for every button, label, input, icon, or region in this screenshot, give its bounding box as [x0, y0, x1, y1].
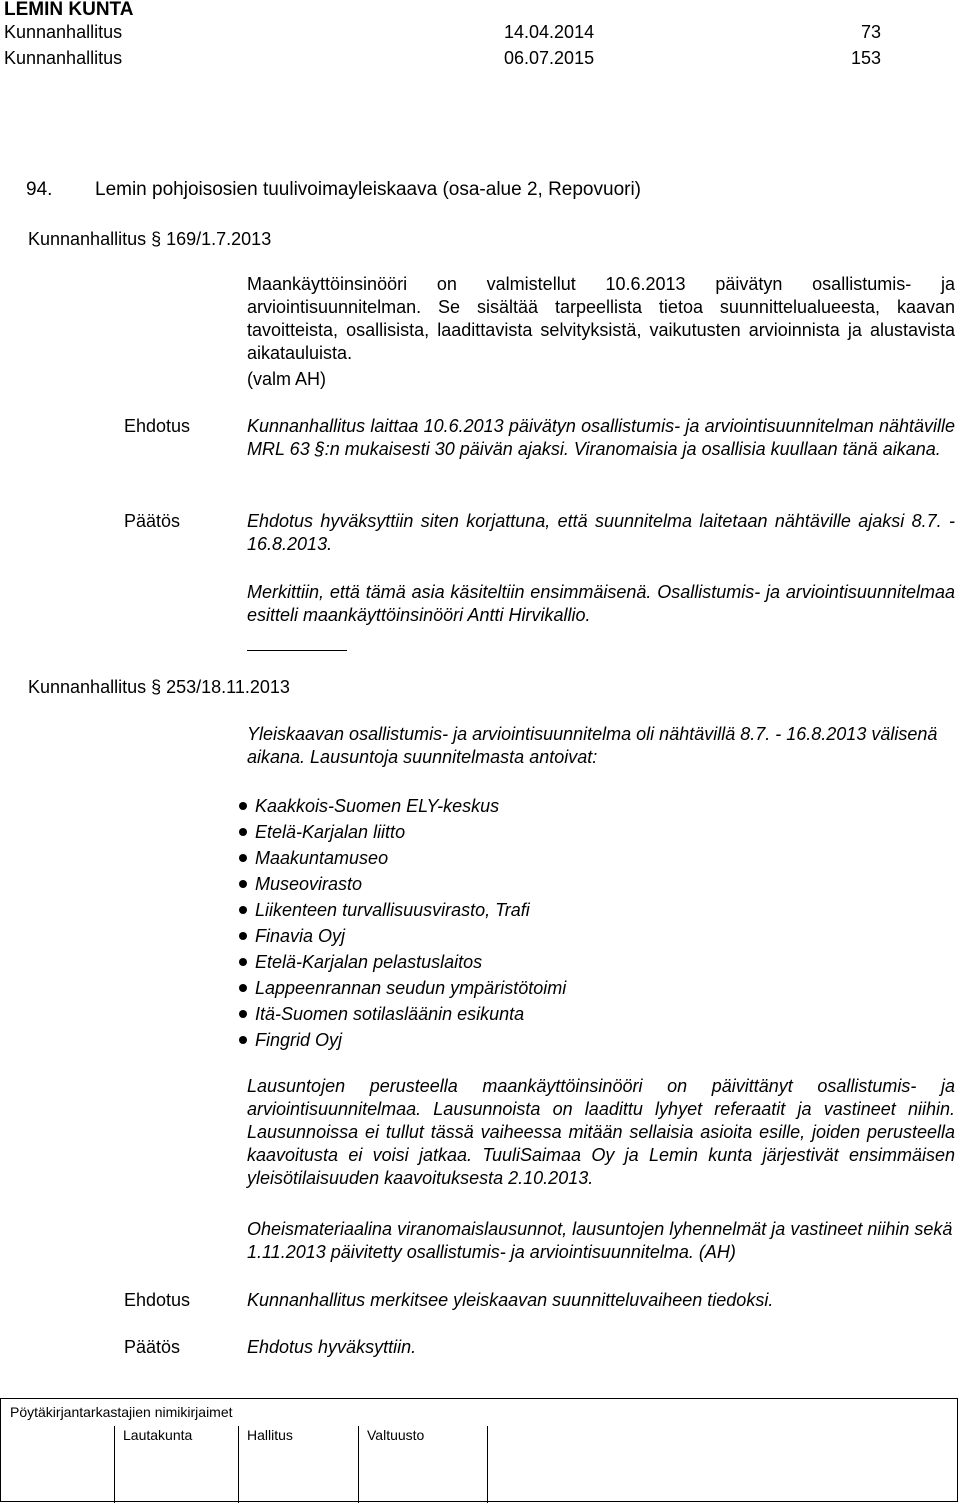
preparation-text: Maankäyttöinsinööri on valmistellut 10.6.2013 päivätyn osallistumis- ja arviointisuunnitelman. Se sisältää tarpeellista tietoa suunnittelualueesta, kaavan tavoitteista, osallisista, laadittavista selvityksistä, vaikutusten arvioinnista ja alustavista aikatauluista.: [247, 274, 955, 363]
proposal-label: Ehdotus: [124, 416, 191, 436]
column-label: Valtuusto: [367, 1427, 425, 1443]
initials-column-board: [114, 1426, 243, 1503]
proposal-text: Kunnanhallitus merkitsee yleiskaavan suunnitteluvaiheen tiedoksi.: [247, 1290, 774, 1310]
decision-label: Päätös: [124, 1337, 181, 1357]
list-item: Fingrid Oyj: [237, 1027, 566, 1053]
organization-name: LEMIN KUNTA: [4, 0, 134, 20]
list-item: Museovirasto: [237, 871, 566, 897]
header-body: Kunnanhallitus: [4, 22, 123, 42]
header-date: 14.04.2014: [504, 22, 595, 42]
header-page: 73: [860, 22, 881, 42]
minutes-note: Merkittiin, että tämä asia käsiteltiin ensimmäisenä. Osallistumis- ja arviointisuunnitelmaa esitteli maankäyttöinsinööri Antti Hirvikallio.: [247, 582, 955, 625]
header-row: [4, 47, 884, 71]
list-item: Finavia Oyj: [237, 923, 566, 949]
column-label: Hallitus: [247, 1427, 293, 1443]
summary-paragraph: Lausuntojen perusteella maankäyttöinsinööri on päivittänyt osallistumis- ja arviointisuunnitelmaa. Lausunnoista on laadittu lyhyet referaatit ja vastineet niihin. Lausunnoissa ei tullut tässä vaiheessa mitään sellaisia asioita esille, joiden perusteella kaavoitusta ei voisi jatkaa. TuuliSaimaa Oy ja Lemin kunta järjestivät ensimmäisen yleisötilaisuuden kaavoituksesta 2.10.2013.: [247, 1076, 955, 1188]
decision-text: Ehdotus hyväksyttiin siten korjattuna, että suunnitelma laitetaan nähtäville ajaksi 8.7. - 16.8.2013.: [247, 511, 955, 554]
list-item: Etelä-Karjalan liitto: [237, 819, 566, 845]
header-row: [4, 21, 884, 45]
column-label: Lautakunta: [123, 1427, 193, 1443]
list-item: Maakuntamuseo: [237, 845, 566, 871]
intro-text: Yleiskaavan osallistumis- ja arviointisuunnitelma oli nähtävillä 8.7. - 16.8.2013 välisenä aikana. Lausuntoja suunnitelmasta antoivat:: [247, 724, 938, 767]
section-title: Lemin pohjoisosien tuulivoimayleiskaava (osa-alue 2, Repovuori): [95, 179, 642, 200]
initials-column-government: [238, 1426, 367, 1503]
separator-rule: [247, 650, 347, 651]
decision-text: Ehdotus hyväksyttiin.: [247, 1337, 417, 1357]
section-number: 94.: [26, 179, 53, 200]
footer-rule: [0, 1398, 958, 1399]
attachments-paragraph: Oheismateriaalina viranomaislausunnot, lausuntojen lyhennelmät ja vastineet niihin sekä 1.11.2013 päivitetty osallistumis- ja arviointisuunnitelma. (AH): [247, 1219, 953, 1262]
decision-label: Päätös: [124, 511, 181, 531]
statement-givers-list: [237, 793, 566, 1053]
proposal-label: Ehdotus: [124, 1290, 191, 1310]
header-date: 06.07.2015: [504, 48, 595, 68]
header-body: Kunnanhallitus: [4, 48, 123, 68]
proposal-text: Kunnanhallitus laittaa 10.6.2013 päivätyn osallistumis- ja arviointisuunnitelman nähtäville MRL 63 §:n mukaisesti 30 päivän ajaksi. Viranomaisia ja osallisia kuullaan tänä aikana.: [247, 416, 955, 459]
initials-column-council: [358, 1426, 488, 1503]
initials-label: Pöytäkirjantarkastajien nimikirjaimet: [10, 1404, 233, 1420]
preparer-note: (valm AH): [247, 369, 327, 389]
header-page: 153: [850, 48, 881, 68]
list-item: Liikenteen turvallisuusvirasto, Trafi: [237, 897, 566, 923]
list-item: Etelä-Karjalan pelastuslaitos: [237, 949, 566, 975]
list-item: Lappeenrannan seudun ympäristötoimi: [237, 975, 566, 1001]
meeting-reference: Kunnanhallitus § 169/1.7.2013: [28, 229, 272, 249]
list-item: Itä-Suomen sotilasläänin esikunta: [237, 1001, 566, 1027]
list-item: Kaakkois-Suomen ELY-keskus: [237, 793, 566, 819]
meeting-reference: Kunnanhallitus § 253/18.11.2013: [28, 677, 290, 697]
